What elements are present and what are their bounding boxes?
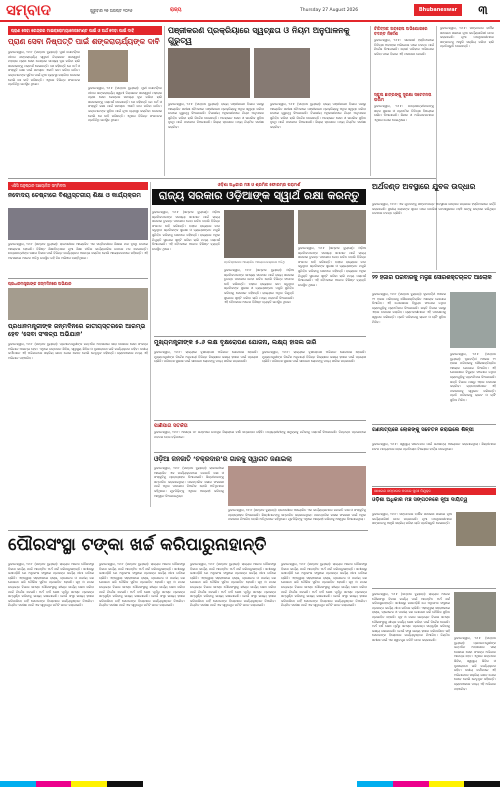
brief2-body: ଭୁବନେଶ୍ୱର, ୨୬।୮: ଛାତ୍ରଛାତ୍ରୀମାନଙ୍କୁ ସଡ଼କ ସୁରକ୍ଷା ଓ ପ୍ରାଥମିକ ଚିକିତ୍ସା ବିଷୟରେ ତାଲିମ ଦିଆଯାଇଛି। ଶିକ୍ଷକ ଓ ଅଭିଭାବକମାନେ ଏଥିରେ ଯୋଗ ଦେଇଥିଲେ।: [374, 104, 434, 122]
registration-bar: [0, 781, 500, 787]
story3-photo: [8, 208, 148, 240]
story-tribal-art: [154, 452, 366, 524]
story3-kicker: ଏସିସି ଅନୁଷ୍ଠାନ ଆୟୋଜିତ ସମ୍ମିଳନୀ: [8, 182, 148, 190]
story7-headline: ମୁଖ୍ୟମନ୍ତ୍ରୀଙ୍କ ୫.୬ ଲକ୍ଷ ବୃକ୍ଷରୋପଣ ଯୋଜନା, ଲକ୍ଷ୍ୟ ହାସଲ ଜାରି: [154, 339, 317, 346]
story4-caption: ପ୍ରତିଷ୍ଠାନରେ ଆୟୋଜିତ ଆଲୋଚନାଚକ୍ରରେ ଅତିଥି: [224, 260, 285, 264]
story1-body: ଭୁବନେଶ୍ୱର, ୨୬।୮ (ସମ୍ବାଦ ବ୍ୟୁରୋ): ପୁରୀ ଗୋବର୍ଦ୍ଧନ ପୀଠର ଶଙ୍କରାଚାର୍ଯ୍ୟ ସ୍ୱାମୀ ନିଶ୍ଚଳାନନ୍ଦ ସରସ୍ୱତୀ ମହାରାଜ ପ୍ରାଣ ସେବା କେନ୍ଦ୍ରର ସମସ୍ୟା ଦୂର କରିବା ଲାଗି ସରକାରଙ୍କୁ ପରାମର୍ଶ ଦେଇଛନ୍ତି। ସେ କହିଛନ୍ତି ଯେ ଧର୍ମ ଓ ସଂସ୍କୃତି ରକ୍ଷା ପାଇଁ ସମସ୍ତେ ଏକାଠି କାମ କରିବା ଉଚିତ। ଭକ୍ତମାନଙ୍କ ସୁବିଧା ପାଇଁ ନୂଆ ବ୍ୟବସ୍ଥା କରାଯିବା ଦରକାର ବୋଲି ସେ ଦାବି କରିଛନ୍ତି। ଏଥିରେ ବିଭିନ୍ନ ସଂଗଠନର ପ୍ରତିନିଧି ଉପସ୍ଥିତ ଥିଲେ।: [8, 50, 80, 87]
briefs-column: [374, 26, 434, 176]
story4-photo-2: [298, 210, 366, 244]
story4-body-col2: ଭୁବନେଶ୍ୱର, ୨୬।୮ (ସମ୍ବାଦ ବ୍ୟୁରୋ): ଓଡ଼ିଆ ଶ୍ରମିକମାନଙ୍କ ସମସ୍ୟା ସମାଧାନ ପାଇଁ ରାଜ୍ୟ ସରକାର ତୁରନ୍ତ ପଦକ୍ଷେପ ନେବା ଉଚିତ ବୋଲି ବିଭିନ୍ନ ସଂଗଠନ ଦାବି କରିଛନ୍ତି। ବାହାର ରାଜ୍ୟରେ କାମ କରୁଥିବା ଶ୍ରମିକଙ୍କ ସୁରକ୍ଷା ଓ ନ୍ୟାୟସଙ୍ଗତ ମଜୁରି ସୁନିଶ୍ଚିତ କରିବାକୁ ସେମାନେ କହିଛନ୍ତି। ରାଜ୍ୟରେ ଅଧିକ ନିଯୁକ୍ତି ସୁଯୋଗ ସୃଷ୍ଟି କରିବା ଲାଗି ମଧ୍ୟ ପରାମର୍ଶ ଦିଆଯାଇଛି। ଏହି ବୈଠକରେ ଅନେକ ବିଶିଷ୍ଟ ବ୍ୟକ୍ତି ଉପସ୍ଥିତ ଥିଲେ।: [224, 268, 294, 305]
story7-body: ଭୁବନେଶ୍ୱର, ୨୬।୮: ରାଜ୍ୟରେ ବୃକ୍ଷରୋପଣ ଅଭିଯାନ ଜୋରଦାର ହୋଇଛି। ମୁଖ୍ୟମନ୍ତ୍ରୀଙ୍କ ନିର୍ଦ୍ଦେଶ ଅନୁଯାୟୀ ବିଭିନ୍ନ ଜିଲ୍ଲାରେ ଲକ୍ଷ୍ୟ ହାସଲ ପାଇଁ ପ୍ରୟାସ ଚାଲିଛି। ପରିବେଶ ସୁରକ୍ଷା ପାଇଁ ସାଧାରଣ ଲୋକଙ୍କୁ ମଧ୍ୟ ସାମିଲ କରାଯାଉଛି।: [154, 350, 258, 364]
story4-body: ଭୁବନେଶ୍ୱର, ୨୬।୮ (ସମ୍ବାଦ ବ୍ୟୁରୋ): ଓଡ଼ିଆ ଶ୍ରମିକମାନଙ୍କ ସମସ୍ୟା ସମାଧାନ ପାଇଁ ରାଜ୍ୟ ସରକାର ତୁରନ୍ତ ପଦକ୍ଷେପ ନେବା ଉଚିତ ବୋଲି ବିଭିନ୍ନ ସଂଗଠନ ଦାବି କରିଛନ୍ତି। ବାହାର ରାଜ୍ୟରେ କାମ କରୁଥିବା ଶ୍ରମିକଙ୍କ ସୁରକ୍ଷା ଓ ନ୍ୟାୟସଙ୍ଗତ ମଜୁରି ସୁନିଶ୍ଚିତ କରିବାକୁ ସେମାନେ କହିଛନ୍ତି। ରାଜ୍ୟରେ ଅଧିକ ନିଯୁକ୍ତି ସୁଯୋଗ ସୃଷ୍ଟି କରିବା ଲାଗି ମଧ୍ୟ ପରାମର୍ଶ ଦିଆଯାଇଛି। ଏହି ବୈଠକରେ ଅନେକ ବିଶିଷ୍ଟ ବ୍ୟକ୍ତି ଉପସ୍ଥିତ ଥିଲେ।: [152, 210, 220, 251]
story9-body: ଭୁବନେଶ୍ୱର, ୨୬।୮ (ସମ୍ବାଦ ବ୍ୟୁରୋ): ରାଜଧାନୀରେ ଆୟୋଜିତ ଏକ କାର୍ଯ୍ୟକ୍ରମରେ ଜନଜାତି କଳା ଓ ସଂସ୍କୃତିକୁ ପ୍ରୋତ୍ସାହନ ଦିଆଯାଇଛି। ଶିଳ୍ପୀମାନଙ୍କୁ ସମ୍ମାନିତ କରାଯାଇଥିଲା। ପାରମ୍ପରିକ କଳାର ସଂରକ୍ଷଣ ପାଇଁ ଅଧିକ ପଦକ୍ଷେପ ନିଆଯିବ ବୋଲି ଅତିଥିମାନେ କହିଥିଲେ। ଯୁବପିଢ଼ିଙ୍କୁ ଏଥିରେ ଆଗ୍ରହୀ କରିବାକୁ ଆହ୍ୱାନ ଦିଆଯାଇଥିଲା।: [154, 466, 224, 498]
brief2-headline: ସ୍କୁଲ ଛାତ୍ରଙ୍କୁ ସୁରକ୍ଷା ସଚେତନତା ତାଲିମ: [374, 92, 432, 103]
story10-headline: ଗଣନାଟ୍ୟରେ ଲୋକଙ୍କୁ ସଚେତନ କରାଇଲେ ଶିଳ୍ପୀ: [372, 427, 474, 433]
story5-headline: ଅର୍ଥଦଣ୍ଡ ଅବସ୍ଥାରେ ଯୁବକ ଉଦ୍ଧାର: [372, 182, 476, 191]
story8-photo: [450, 292, 496, 348]
right-bottom-body-2: ଭୁବନେଶ୍ୱର, ୨୬।୮ (ସମ୍ବାଦ ବ୍ୟୁରୋ): ପ୍ରଧାନମନ୍ତ୍ରୀଙ୍କ ଜନ୍ମଦିନ ଅବସରରେ ସାରା ଦେଶରେ ସେବା ସଂକଳ୍ପ ଅଭିଯାନ ଆରମ୍ଭ ହେବ। ଏଥିରେ ରକ୍ତଦାନ ଶିବିର, ସ୍ୱାସ୍ଥ୍ୟ ଶିବିର ଓ ବୃକ୍ଷରୋପଣ ଭଳି କାର୍ଯ୍ୟକ୍ରମ ରହିବ। ଦଳୀୟ କର୍ମୀମାନେ ଏହି ଅଭିଯାନରେ ସକ୍ରିୟ ଭାବେ ଯୋଗ ଦେବେ ବୋଲି ନେତୃବୃନ୍ଦ କହିଛନ୍ତି। ଗ୍ରାମାଞ୍ଚଳରେ ମଧ୍ୟ ଏହି ଅଭିଯାନ ପହଞ୍ଚାଯିବ।: [454, 636, 496, 691]
brief-weather: [154, 420, 366, 450]
story6-headline: ପ୍ରଧାନମନ୍ତ୍ରୀଙ୍କ ଜନ୍ମଦିନରେ ଜାତୀୟସ୍ତରରେ ଆରମ୍ଭ ହେବ ‘ସେବା ସଂକଳ୍ପ ଅଭିଯାନ’: [8, 323, 146, 338]
story11-photo: [456, 512, 496, 546]
story-seva-sankalp: [8, 278, 148, 506]
right-column-top: [440, 26, 494, 176]
story-education: [8, 182, 148, 274]
story-shankaracharya: [8, 26, 162, 176]
story-org-appointment: [372, 486, 496, 584]
story12-body: ଭୁବନେଶ୍ୱର, ୨୬।୮ (ସମ୍ବାଦ ବ୍ୟୁରୋ): ରାଜ୍ୟର ଅନେକ ପୌରସଂସ୍ଥା ବିକାଶ କାର୍ଯ୍ୟ ପାଇଁ ଆବଣ୍ଟିତ ଅର୍ଥ ଖର୍ଚ୍ଚ କରିପାରୁନାହାନ୍ତି। ସମୀକ୍ଷାରୁ ଜଣାପଡ଼ିଛି ଯେ ଅଧିକାଂଶ ସଂସ୍ଥାରେ ପ୍ରକଳ୍ପ କାର୍ଯ୍ୟ ଧୀମା ଗତିରେ ଚାଲିଛି। ଏହାଦ୍ୱାରା ସହରାଞ୍ଚଳରେ ରାସ୍ତା, ଡ୍ରେନେଜ ଓ ପାନୀୟ ଜଳ ଯୋଗାଣ ଭଳି ମୌଳିକ ସୁବିଧା ପ୍ରଭାବିତ ହେଉଛି। ଗୃହ ଓ ନଗର ଉନ୍ନୟନ ବିଭାଗ ସମସ୍ତ ପୌରସଂସ୍ଥାକୁ ଶୀଘ୍ର କାର୍ଯ୍ୟ ଶେଷ କରିବା ପାଇଁ ନିର୍ଦ୍ଦେଶ ଦେଇଛି। ଅର୍ଥ ବର୍ଷ ଶେଷ ପୂର୍ବରୁ ସମସ୍ତ ପ୍ରକଳ୍ପ ସମ୍ପୂର୍ଣ୍ଣ କରିବାକୁ ଲକ୍ଷ୍ୟ ରଖାଯାଇଛି। ଯେଉଁ ସଂସ୍ଥା ଲକ୍ଷ୍ୟ ହାସଲ କରିପାରିବେ ନାହିଁ ସେମାନଙ୍କ ବିରୋଧରେ କାର୍ଯ୍ୟାନୁଷ୍ଠାନ ନିଆଯିବ। ନିୟମିତ ସମୀକ୍ଷା ପାଇଁ ଏକ ସ୍ୱତନ୍ତ୍ର କମିଟି ଗଠନ କରାଯାଇଛି।: [8, 562, 94, 608]
story12-headline: ପୌରସଂସ୍ଥା ଟଙ୍କା ଖର୍ଚ୍ଚ କରିପାରୁନାହାନ୍ତି: [8, 535, 267, 555]
story8-body: ଭୁବନେଶ୍ୱର, ୨୬।୮ (ସମ୍ବାଦ ବ୍ୟୁରୋ): ଦୂରବର୍ତ୍ତୀ ଅଞ୍ଚଳର ୨୨ ହଜାର ପରିବାରକୁ ସୌରଶକ୍ତିଚାଳିତ ଆଲୋକ ଯୋଗାଇ ଦିଆଯିବ। ଏହି ଯୋଜନାରେ ବିଦ୍ୟୁତ ସଂଯୋଗ ନଥିବା ଗ୍ରାମଗୁଡ଼ିକୁ ପ୍ରାଥମିକତା ଦିଆଯାଇଛି। ଶକ୍ତି ବିଭାଗ ପକ୍ଷରୁ ଏହାର ତଦାରଖ କରାଯିବ। ଗ୍ରାମବାସୀମାନେ ଏହି ପଦକ୍ଷେପକୁ ସ୍ୱାଗତ କରିଛନ୍ତି। ପ୍ରତି ପରିବାରକୁ ଲାଇଟ ଓ ଚାର୍ଜିଂ ସୁବିଧା ମିଳିବ।: [372, 292, 446, 324]
story2-photo-2: [254, 48, 310, 98]
masthead-date-left: ଗୁରୁବାର ୨୭ ଅଗଷ୍ଟ ୨୦୨୬: [90, 8, 133, 13]
story8-headline: ୨୨ ହଜାର ପରିବାରକୁ ମିଳୁଛି ସୌରଶକ୍ତିଚାଳିତ ଆଲୋକ: [372, 275, 492, 281]
story4-headline: ରାଜ୍ୟ ସରକାର ଓଡ଼ିଆଙ୍କ ସ୍ୱାର୍ଥ ରକ୍ଷା କରନ୍ତୁ: [152, 189, 366, 205]
story3-headline: ନବୋଦୟ ଚେଷ୍ଟାରେ ବିଶ୍ୱସ୍ତରୀୟ ଶିକ୍ଷା ଓ କାର୍ଯ୍ୟକ୍ରମ: [8, 192, 141, 199]
story1-body-col2: ଭୁବନେଶ୍ୱର, ୨୬।୮ (ସମ୍ବାଦ ବ୍ୟୁରୋ): ପୁରୀ ଗୋବର୍ଦ୍ଧନ ପୀଠର ଶଙ୍କରାଚାର୍ଯ୍ୟ ସ୍ୱାମୀ ନିଶ୍ଚଳାନନ୍ଦ ସରସ୍ୱତୀ ମହାରାଜ ପ୍ରାଣ ସେବା କେନ୍ଦ୍ରର ସମସ୍ୟା ଦୂର କରିବା ଲାଗି ସରକାରଙ୍କୁ ପରାମର୍ଶ ଦେଇଛନ୍ତି। ସେ କହିଛନ୍ତି ଯେ ଧର୍ମ ଓ ସଂସ୍କୃତି ରକ୍ଷା ପାଇଁ ସମସ୍ତେ ଏକାଠି କାମ କରିବା ଉଚିତ। ଭକ୍ତମାନଙ୍କ ସୁବିଧା ପାଇଁ ନୂଆ ବ୍ୟବସ୍ଥା କରାଯିବା ଦରକାର ବୋଲି ସେ ଦାବି କରିଛନ୍ତି। ଏଥିରେ ବିଭିନ୍ନ ସଂଗଠନର ପ୍ରତିନିଧି ଉପସ୍ଥିତ ଥିଲେ।: [88, 86, 162, 123]
story9-body-col2: ଭୁବନେଶ୍ୱର, ୨୬।୮ (ସମ୍ବାଦ ବ୍ୟୁରୋ): ରାଜଧାନୀରେ ଆୟୋଜିତ ଏକ କାର୍ଯ୍ୟକ୍ରମରେ ଜନଜାତି କଳା ଓ ସଂସ୍କୃତିକୁ ପ୍ରୋତ୍ସାହନ ଦିଆଯାଇଛି। ଶିଳ୍ପୀମାନଙ୍କୁ ସମ୍ମାନିତ କରାଯାଇଥିଲା। ପାରମ୍ପରିକ କଳାର ସଂରକ୍ଷଣ ପାଇଁ ଅଧିକ ପଦକ୍ଷେପ ନିଆଯିବ ବୋଲି ଅତିଥିମାନେ କହିଥିଲେ। ଯୁବପିଢ଼ିଙ୍କୁ ଏଥିରେ ଆଗ୍ରହୀ କରିବାକୁ ଆହ୍ୱାନ ଦିଆଯାଇଥିଲା।: [228, 508, 366, 522]
story-street-drama: [372, 424, 496, 484]
story10-body: ଭୁବନେଶ୍ୱର, ୨୬।୮: ସ୍ୱାସ୍ଥ୍ୟ ସଚେତନତା ପାଇଁ ଗଣନାଟ୍ୟ ଆୟୋଜନ କରାଯାଇଥିଲା। ଶିଳ୍ପୀମାନେ ନାଟକ ମାଧ୍ୟମରେ ରୋଗ ପ୍ରତିରୋଧ ବିଷୟରେ ବାର୍ତ୍ତା ଦେଇଥିଲେ।: [372, 442, 496, 451]
story2-body-col2: ଭୁବନେଶ୍ୱର, ୨୬।୮ (ସମ୍ବାଦ ବ୍ୟୁରୋ): ରାଜ୍ୟ ପଞ୍ଜୀକରଣ ବିଭାଗ ପକ୍ଷରୁ ଆୟୋଜିତ ସମୀକ୍ଷା ବୈଠକରେ ପଞ୍ଜୀକରଣ ପ୍ରକ୍ରିୟାକୁ ଅଧିକ ସ୍ୱଚ୍ଛ କରିବା ଉପରେ ଗୁରୁତ୍ୱ ଦିଆଯାଇଛି। ବିଭାଗୀୟ ଅଧିକାରୀମାନେ ନିୟମ ଅନୁପାଳନ ସୁନିଶ୍ଚିତ କରିବା ଲାଗି ନିର୍ଦ୍ଦେଶ ଦେଇଛନ୍ତି। ଅନଲାଇନ ସେବା ଓ ନାଗରିକ ସୁବିଧା ବୃଦ୍ଧି ପାଇଁ ପଦକ୍ଷେପ ନିଆଯାଉଛି। ଜିଲ୍ଲା ସ୍ତରରେ ମଧ୍ୟ ନିୟମିତ ସମୀକ୍ଷା କରାଯିବ।: [270, 102, 366, 129]
story9-photo: [228, 466, 366, 506]
story1-photo: [88, 50, 128, 82]
story-odia-workers: [152, 182, 366, 332]
story-municipal-funds: [8, 534, 368, 778]
story2-photo: [168, 48, 250, 98]
story-registration: [168, 26, 368, 176]
story7-body-col2: ଭୁବନେଶ୍ୱର, ୨୬।୮: ରାଜ୍ୟରେ ବୃକ୍ଷରୋପଣ ଅଭିଯାନ ଜୋରଦାର ହୋଇଛି। ମୁଖ୍ୟମନ୍ତ୍ରୀଙ୍କ ନିର୍ଦ୍ଦେଶ ଅନୁଯାୟୀ ବିଭିନ୍ନ ଜିଲ୍ଲାରେ ଲକ୍ଷ୍ୟ ହାସଲ ପାଇଁ ପ୍ରୟାସ ଚାଲିଛି। ପରିବେଶ ସୁରକ୍ଷା ପାଇଁ ସାଧାରଣ ଲୋକଙ୍କୁ ମଧ୍ୟ ସାମିଲ କରାଯାଉଛି।: [262, 350, 366, 364]
story9-headline: ଓଡ଼ିଆ ଜନଜାତି ‘ଚକ୍ରଦାର’ର ଗାରକୁ ସ୍ୱାଗତ ଜଣାଇଲା: [154, 455, 292, 463]
story6-photo: [8, 288, 148, 320]
story5-body: ଭୁବନେଶ୍ୱର, ୨୬।୮: ଏକ ଯୁବକଙ୍କୁ ସଙ୍କଟାପନ୍ନ ଅବସ୍ଥାରେ ଉଦ୍ଧାର କରାଯାଇ ହସ୍ପିଟାଲରେ ଭର୍ତ୍ତି କରାଯାଇଛି। ସ୍ଥାନୀୟ ଲୋକଙ୍କ ସୂଚନା ପରେ ପୋଲିସ ଘଟଣାସ୍ଥଳରେ ପହଞ୍ଚି ତାଙ୍କୁ ଉଦ୍ଧାର କରିଥିଲା। ଘଟଣାର ତଦନ୍ତ ଚାଲିଛି।: [372, 202, 496, 216]
right-bottom-body: ଭୁବନେଶ୍ୱର, ୨୬।୮ (ସମ୍ବାଦ ବ୍ୟୁରୋ): ରାଜ୍ୟର ଅନେକ ପୌରସଂସ୍ଥା ବିକାଶ କାର୍ଯ୍ୟ ପାଇଁ ଆବଣ୍ଟିତ ଅର୍ଥ ଖର୍ଚ୍ଚ କରିପାରୁନାହାନ୍ତି। ସମୀକ୍ଷାରୁ ଜଣାପଡ଼ିଛି ଯେ ଅଧିକାଂଶ ସଂସ୍ଥାରେ ପ୍ରକଳ୍ପ କାର୍ଯ୍ୟ ଧୀମା ଗତିରେ ଚାଲିଛି। ଏହାଦ୍ୱାରା ସହରାଞ୍ଚଳରେ ରାସ୍ତା, ଡ୍ରେନେଜ ଓ ପାନୀୟ ଜଳ ଯୋଗାଣ ଭଳି ମୌଳିକ ସୁବିଧା ପ୍ରଭାବିତ ହେଉଛି। ଗୃହ ଓ ନଗର ଉନ୍ନୟନ ବିଭାଗ ସମସ୍ତ ପୌରସଂସ୍ଥାକୁ ଶୀଘ୍ର କାର୍ଯ୍ୟ ଶେଷ କରିବା ପାଇଁ ନିର୍ଦ୍ଦେଶ ଦେଇଛି। ଅର୍ଥ ବର୍ଷ ଶେଷ ପୂର୍ବରୁ ସମସ୍ତ ପ୍ରକଳ୍ପ ସମ୍ପୂର୍ଣ୍ଣ କରିବାକୁ ଲକ୍ଷ୍ୟ ରଖାଯାଇଛି। ଯେଉଁ ସଂସ୍ଥା ଲକ୍ଷ୍ୟ ହାସଲ କରିପାରିବେ ନାହିଁ ସେମାନଙ୍କ ବିରୋଧରେ କାର୍ଯ୍ୟାନୁଷ୍ଠାନ ନିଆଯିବ। ନିୟମିତ ସମୀକ୍ଷା ପାଇଁ ଏକ ସ୍ୱତନ୍ତ୍ର କମିଟି ଗଠନ କରାଯାଇଛି।: [372, 592, 450, 642]
story4-body-col3: ଭୁବନେଶ୍ୱର, ୨୬।୮ (ସମ୍ବାଦ ବ୍ୟୁରୋ): ଓଡ଼ିଆ ଶ୍ରମିକମାନଙ୍କ ସମସ୍ୟା ସମାଧାନ ପାଇଁ ରାଜ୍ୟ ସରକାର ତୁରନ୍ତ ପଦକ୍ଷେପ ନେବା ଉଚିତ ବୋଲି ବିଭିନ୍ନ ସଂଗଠନ ଦାବି କରିଛନ୍ତି। ବାହାର ରାଜ୍ୟରେ କାମ କରୁଥିବା ଶ୍ରମିକଙ୍କ ସୁରକ୍ଷା ଓ ନ୍ୟାୟସଙ୍ଗତ ମଜୁରି ସୁନିଶ୍ଚିତ କରିବାକୁ ସେମାନେ କହିଛନ୍ତି। ରାଜ୍ୟରେ ଅଧିକ ନିଯୁକ୍ତି ସୁଯୋଗ ସୃଷ୍ଟି କରିବା ଲାଗି ମଧ୍ୟ ପରାମର୍ଶ ଦିଆଯାଇଛି। ଏହି ବୈଠକରେ ଅନେକ ବିଶିଷ୍ଟ ବ୍ୟକ୍ତି ଉପସ୍ଥିତ ଥିଲେ।: [298, 246, 366, 287]
right-col-body: ଭୁବନେଶ୍ୱର, ୨୬।୮: ସଙ୍ଗଠନର ବାର୍ଷିକ ସାଧାରଣ ସଭାରେ ନୂଆ କାର୍ଯ୍ୟକାରିଣୀ ଗଠନ କରାଯାଇଛି। ନୂଆ ପଦାଧିକାରୀମାନେ ସଙ୍ଗଠନକୁ ଆହୁରି ସକ୍ରିୟ କରିବା ଲାଗି ପ୍ରତିଶ୍ରୁତି ଦେଇଛନ୍ତି।: [440, 26, 494, 49]
masthead: [0, 0, 500, 22]
right-column-bottom: [372, 588, 496, 778]
brief3-body: ଭୁବନେଶ୍ୱର, ୨୬।୮: ଆସନ୍ତା ୪୮ ଘଣ୍ଟାରେ ଉପକୂଳ ଜିଲ୍ଲାରେ ବର୍ଷା ସମ୍ଭାବନା ରହିଛି। ମତ୍ସ୍ୟଜୀବୀଙ୍କୁ ସମୁଦ୍ରକୁ ନଯିବାକୁ ପରାମର୍ଶ ଦିଆଯାଇଛି। ନିମ୍ନଚାପ ପ୍ରଭାବରେ ପବନର ବେଗ ବଢ଼ିପାରେ।: [154, 430, 366, 439]
story11-headline: ଓଡ଼ିଶା ଅଧିକାର ମଞ୍ଚ ସଙ୍ଗଠନରେ ନୂଆ ଦାୟିତ୍ୱ: [372, 497, 468, 503]
story2-body: ଭୁବନେଶ୍ୱର, ୨୬।୮ (ସମ୍ବାଦ ବ୍ୟୁରୋ): ରାଜ୍ୟ ପଞ୍ଜୀକରଣ ବିଭାଗ ପକ୍ଷରୁ ଆୟୋଜିତ ସମୀକ୍ଷା ବୈଠକରେ ପଞ୍ଜୀକରଣ ପ୍ରକ୍ରିୟାକୁ ଅଧିକ ସ୍ୱଚ୍ଛ କରିବା ଉପରେ ଗୁରୁତ୍ୱ ଦିଆଯାଇଛି। ବିଭାଗୀୟ ଅଧିକାରୀମାନେ ନିୟମ ଅନୁପାଳନ ସୁନିଶ୍ଚିତ କରିବା ଲାଗି ନିର୍ଦ୍ଦେଶ ଦେଇଛନ୍ତି। ଅନଲାଇନ ସେବା ଓ ନାଗରିକ ସୁବିଧା ବୃଦ୍ଧି ପାଇଁ ପଦକ୍ଷେପ ନିଆଯାଉଛି। ଜିଲ୍ଲା ସ୍ତରରେ ମଧ୍ୟ ନିୟମିତ ସମୀକ୍ଷା କରାଯିବ।: [168, 102, 264, 129]
story1-headline: ପ୍ରାଣ ସେବା ନିଷ୍ପତ୍ତି ପାଇଁ ଶଙ୍କରାଚାର୍ଯ୍ୟଙ୍କ ଦାବି: [8, 37, 160, 46]
story6-kicker: ପ୍ରଧାନମନ୍ତ୍ରୀଙ୍କ ଜନ୍ମଦିନରେ ଅଭିଯାନ: [8, 281, 72, 286]
story-solar-lights: [372, 272, 496, 420]
story-tree-plantation: [154, 336, 366, 418]
brief1-headline: ଚିକିତ୍ସକ ଅବହେଳା ଅଭିଯୋଗରେ ତଦନ୍ତ ନିର୍ଦ୍ଦେଶ: [374, 26, 428, 37]
brief3-headline: ପାଣିପାଗ ସତର୍କତା: [154, 423, 188, 429]
story11-kicker: ସାଧାରଣ ସମ୍ପାଦକ ପଦରେ ପୁନଃ ନିଯୁକ୍ତ: [372, 488, 496, 495]
story-youth-rescue: [372, 182, 496, 270]
story6-body: ଭୁବନେଶ୍ୱର, ୨୬।୮ (ସମ୍ବାଦ ବ୍ୟୁରୋ): ପ୍ରଧାନମନ୍ତ୍ରୀଙ୍କ ଜନ୍ମଦିନ ଅବସରରେ ସାରା ଦେଶରେ ସେବା ସଂକଳ୍ପ ଅଭିଯାନ ଆରମ୍ଭ ହେବ। ଏଥିରେ ରକ୍ତଦାନ ଶିବିର, ସ୍ୱାସ୍ଥ୍ୟ ଶିବିର ଓ ବୃକ୍ଷରୋପଣ ଭଳି କାର୍ଯ୍ୟକ୍ରମ ରହିବ। ଦଳୀୟ କର୍ମୀମାନେ ଏହି ଅଭିଯାନରେ ସକ୍ରିୟ ଭାବେ ଯୋଗ ଦେବେ ବୋଲି ନେତୃବୃନ୍ଦ କହିଛନ୍ତି। ଗ୍ରାମାଞ୍ଚଳରେ ମଧ୍ୟ ଏହି ଅଭିଯାନ ପହଞ୍ଚାଯିବ।: [8, 342, 148, 360]
story4-photo: [224, 210, 294, 258]
story11-body: ଭୁବନେଶ୍ୱର, ୨୬।୮: ସଙ୍ଗଠନର ବାର୍ଷିକ ସାଧାରଣ ସଭାରେ ନୂଆ କାର୍ଯ୍ୟକାରିଣୀ ଗଠନ କରାଯାଇଛି। ନୂଆ ପଦାଧିକାରୀମାନେ ସଙ୍ଗଠନକୁ ଆହୁରି ସକ୍ରିୟ କରିବା ଲାଗି ପ୍ରତିଶ୍ରୁତି ଦେଇଛନ୍ତି।: [372, 512, 452, 526]
page-number: ୩: [478, 3, 488, 17]
story1-kicker: ପ୍ରାଣ ସେବା କେନ୍ଦ୍ରର ମାଇକ୍ରୋମ୍ୟାନେଜମେଣ୍ଟ ପାଇଁ ଓ ଅର୍ଥ ଦେବା ପାଇଁ ଦାବି: [8, 26, 162, 35]
brief1-body: ଭୁବନେଶ୍ୱର, ୨୬।୮: ସରକାରୀ ହସ୍ପିଟାଲରେ ଚିକିତ୍ସା ଅବହେଳା ଅଭିଯୋଗ ପରେ ତଦନ୍ତ ପାଇଁ ନିର୍ଦ୍ଦେଶ ଦିଆଯାଇଛି। ରୋଗୀ ପରିବାର ଅଭିଯୋଗ କରିବା ପରେ ବିଭାଗ ଏହି ପଦକ୍ଷେପ ନେଇଛି।: [374, 38, 434, 56]
masthead-city: Bhubaneswar: [414, 4, 462, 16]
story2-headline: ପଞ୍ଜୀକରଣ ପ୍ରକ୍ରିୟାରେ ସ୍ୱଚ୍ଛତା ଓ ନିୟମ ଅନୁପାଳନକୁ ଗୁରୁତ୍ୱ: [168, 26, 350, 45]
masthead-logo: ସମ୍ବାଦ: [6, 1, 51, 19]
story12-body-col3: ଭୁବନେଶ୍ୱର, ୨୬।୮ (ସମ୍ବାଦ ବ୍ୟୁରୋ): ରାଜ୍ୟର ଅନେକ ପୌରସଂସ୍ଥା ବିକାଶ କାର୍ଯ୍ୟ ପାଇଁ ଆବଣ୍ଟିତ ଅର୍ଥ ଖର୍ଚ୍ଚ କରିପାରୁନାହାନ୍ତି। ସମୀକ୍ଷାରୁ ଜଣାପଡ଼ିଛି ଯେ ଅଧିକାଂଶ ସଂସ୍ଥାରେ ପ୍ରକଳ୍ପ କାର୍ଯ୍ୟ ଧୀମା ଗତିରେ ଚାଲିଛି। ଏହାଦ୍ୱାରା ସହରାଞ୍ଚଳରେ ରାସ୍ତା, ଡ୍ରେନେଜ ଓ ପାନୀୟ ଜଳ ଯୋଗାଣ ଭଳି ମୌଳିକ ସୁବିଧା ପ୍ରଭାବିତ ହେଉଛି। ଗୃହ ଓ ନଗର ଉନ୍ନୟନ ବିଭାଗ ସମସ୍ତ ପୌରସଂସ୍ଥାକୁ ଶୀଘ୍ର କାର୍ଯ୍ୟ ଶେଷ କରିବା ପାଇଁ ନିର୍ଦ୍ଦେଶ ଦେଇଛି। ଅର୍ଥ ବର୍ଷ ଶେଷ ପୂର୍ବରୁ ସମସ୍ତ ପ୍ରକଳ୍ପ ସମ୍ପୂର୍ଣ୍ଣ କରିବାକୁ ଲକ୍ଷ୍ୟ ରଖାଯାଇଛି। ଯେଉଁ ସଂସ୍ଥା ଲକ୍ଷ୍ୟ ହାସଲ କରିପାରିବେ ନାହିଁ ସେମାନଙ୍କ ବିରୋଧରେ କାର୍ଯ୍ୟାନୁଷ୍ଠାନ ନିଆଯିବ। ନିୟମିତ ସମୀକ୍ଷା ପାଇଁ ଏକ ସ୍ୱତନ୍ତ୍ର କମିଟି ଗଠନ କରାଯାଇଛି।: [190, 562, 276, 608]
masthead-section: ରାଜ୍ୟ: [170, 7, 182, 13]
story8-body-col2: ଭୁବନେଶ୍ୱର, ୨୬।୮ (ସମ୍ବାଦ ବ୍ୟୁରୋ): ଦୂରବର୍ତ୍ତୀ ଅଞ୍ଚଳର ୨୨ ହଜାର ପରିବାରକୁ ସୌରଶକ୍ତିଚାଳିତ ଆଲୋକ ଯୋଗାଇ ଦିଆଯିବ। ଏହି ଯୋଜନାରେ ବିଦ୍ୟୁତ ସଂଯୋଗ ନଥିବା ଗ୍ରାମଗୁଡ଼ିକୁ ପ୍ରାଥମିକତା ଦିଆଯାଇଛି। ଶକ୍ତି ବିଭାଗ ପକ୍ଷରୁ ଏହାର ତଦାରଖ କରାଯିବ। ଗ୍ରାମବାସୀମାନେ ଏହି ପଦକ୍ଷେପକୁ ସ୍ୱାଗତ କରିଛନ୍ତି। ପ୍ରତି ପରିବାରକୁ ଲାଇଟ ଓ ଚାର୍ଜିଂ ସୁବିଧା ମିଳିବ।: [450, 352, 496, 402]
right-bottom-photo: [454, 592, 496, 632]
masthead-date-right: Thursday 27 August 2026: [300, 8, 359, 13]
story4-kicker: ଓଡ଼ିଶା ଅଧିକାର ମଞ୍ଚ ଓ ଶ୍ରମିକ ଫୋରମ୍‌ର ପରାମର୍ଶ: [217, 182, 301, 187]
story12-body-col4: ଭୁବନେଶ୍ୱର, ୨୬।୮ (ସମ୍ବାଦ ବ୍ୟୁରୋ): ରାଜ୍ୟର ଅନେକ ପୌରସଂସ୍ଥା ବିକାଶ କାର୍ଯ୍ୟ ପାଇଁ ଆବଣ୍ଟିତ ଅର୍ଥ ଖର୍ଚ୍ଚ କରିପାରୁନାହାନ୍ତି। ସମୀକ୍ଷାରୁ ଜଣାପଡ଼ିଛି ଯେ ଅଧିକାଂଶ ସଂସ୍ଥାରେ ପ୍ରକଳ୍ପ କାର୍ଯ୍ୟ ଧୀମା ଗତିରେ ଚାଲିଛି। ଏହାଦ୍ୱାରା ସହରାଞ୍ଚଳରେ ରାସ୍ତା, ଡ୍ରେନେଜ ଓ ପାନୀୟ ଜଳ ଯୋଗାଣ ଭଳି ମୌଳିକ ସୁବିଧା ପ୍ରଭାବିତ ହେଉଛି। ଗୃହ ଓ ନଗର ଉନ୍ନୟନ ବିଭାଗ ସମସ୍ତ ପୌରସଂସ୍ଥାକୁ ଶୀଘ୍ର କାର୍ଯ୍ୟ ଶେଷ କରିବା ପାଇଁ ନିର୍ଦ୍ଦେଶ ଦେଇଛି। ଅର୍ଥ ବର୍ଷ ଶେଷ ପୂର୍ବରୁ ସମସ୍ତ ପ୍ରକଳ୍ପ ସମ୍ପୂର୍ଣ୍ଣ କରିବାକୁ ଲକ୍ଷ୍ୟ ରଖାଯାଇଛି। ଯେଉଁ ସଂସ୍ଥା ଲକ୍ଷ୍ୟ ହାସଲ କରିପାରିବେ ନାହିଁ ସେମାନଙ୍କ ବିରୋଧରେ କାର୍ଯ୍ୟାନୁଷ୍ଠାନ ନିଆଯିବ। ନିୟମିତ ସମୀକ୍ଷା ପାଇଁ ଏକ ସ୍ୱତନ୍ତ୍ର କମିଟି ଗଠନ କରାଯାଇଛି।: [281, 562, 367, 608]
story12-body-col2: ଭୁବନେଶ୍ୱର, ୨୬।୮ (ସମ୍ବାଦ ବ୍ୟୁରୋ): ରାଜ୍ୟର ଅନେକ ପୌରସଂସ୍ଥା ବିକାଶ କାର୍ଯ୍ୟ ପାଇଁ ଆବଣ୍ଟିତ ଅର୍ଥ ଖର୍ଚ୍ଚ କରିପାରୁନାହାନ୍ତି। ସମୀକ୍ଷାରୁ ଜଣାପଡ଼ିଛି ଯେ ଅଧିକାଂଶ ସଂସ୍ଥାରେ ପ୍ରକଳ୍ପ କାର୍ଯ୍ୟ ଧୀମା ଗତିରେ ଚାଲିଛି। ଏହାଦ୍ୱାରା ସହରାଞ୍ଚଳରେ ରାସ୍ତା, ଡ୍ରେନେଜ ଓ ପାନୀୟ ଜଳ ଯୋଗାଣ ଭଳି ମୌଳିକ ସୁବିଧା ପ୍ରଭାବିତ ହେଉଛି। ଗୃହ ଓ ନଗର ଉନ୍ନୟନ ବିଭାଗ ସମସ୍ତ ପୌରସଂସ୍ଥାକୁ ଶୀଘ୍ର କାର୍ଯ୍ୟ ଶେଷ କରିବା ପାଇଁ ନିର୍ଦ୍ଦେଶ ଦେଇଛି। ଅର୍ଥ ବର୍ଷ ଶେଷ ପୂର୍ବରୁ ସମସ୍ତ ପ୍ରକଳ୍ପ ସମ୍ପୂର୍ଣ୍ଣ କରିବାକୁ ଲକ୍ଷ୍ୟ ରଖାଯାଇଛି। ଯେଉଁ ସଂସ୍ଥା ଲକ୍ଷ୍ୟ ହାସଲ କରିପାରିବେ ନାହିଁ ସେମାନଙ୍କ ବିରୋଧରେ କାର୍ଯ୍ୟାନୁଷ୍ଠାନ ନିଆଯିବ। ନିୟମିତ ସମୀକ୍ଷା ପାଇଁ ଏକ ସ୍ୱତନ୍ତ୍ର କମିଟି ଗଠନ କରାଯାଇଛି।: [99, 562, 185, 608]
story3-body: ଭୁବନେଶ୍ୱର, ୨୬।୮ (ସମ୍ବାଦ ବ୍ୟୁରୋ): ରାଜଧାନୀରେ ଆୟୋଜିତ ଏକ ସମ୍ମିଳନୀରେ ଶିକ୍ଷାର ମାନ ବୃଦ୍ଧି ଉପରେ ଆଲୋଚନା ହୋଇଛି। ବିଶିଷ୍ଟ ଶିକ୍ଷାବିତ୍‌ମାନେ ନୂଆ ଶିକ୍ଷା ନୀତିର କାର୍ଯ୍ୟକାରିତା ଉପରେ ମତ ଦେଇଛନ୍ତି। ଛାତ୍ରଛାତ୍ରୀଙ୍କ ଦକ୍ଷତା ବିକାଶ ପାଇଁ ବିଭିନ୍ନ କାର୍ଯ୍ୟକ୍ରମ ଆରମ୍ଭ କରାଯିବ ବୋଲି ଆୟୋଜକମାନେ କହିଛନ୍ତି। ଏହି ଅବସରରେ ଅନେକ ଅତିଥି ଉପସ୍ଥିତ ରହି ନିଜ ଅଭିଜ୍ଞତା ବାଣ୍ଟିଥିଲେ।: [8, 242, 148, 260]
